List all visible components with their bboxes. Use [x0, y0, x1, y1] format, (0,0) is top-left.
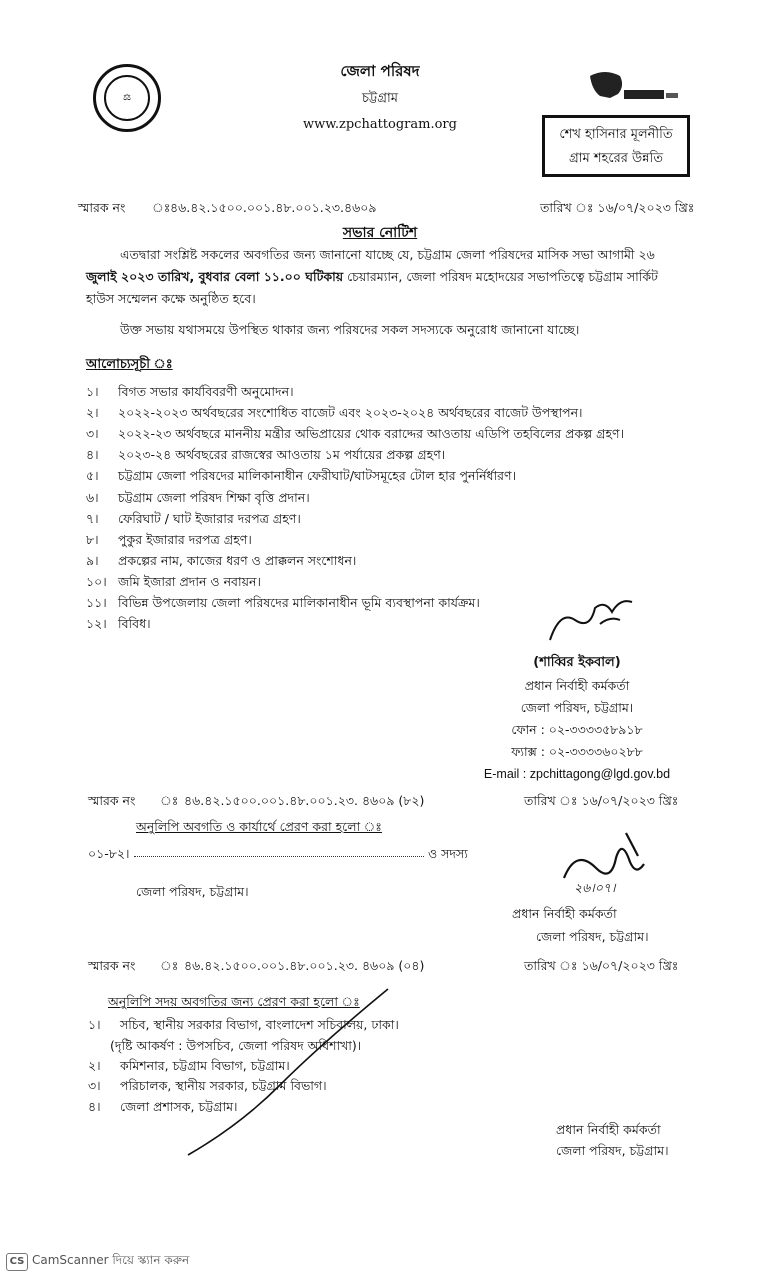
org-name: জেলা পরিষদ [340, 62, 420, 80]
memo2-copy-title: অনুলিপি অবগতি ও কার্যার্থে প্রেরণ করা হলো ঃ [136, 819, 382, 834]
slogan-line-2: গ্রাম শহরের উন্নতি [568, 151, 664, 166]
memo1-label: স্মারক নং [78, 200, 126, 215]
agenda-item-text: পুকুর ইজারার দরপত্র গ্রহণ। [118, 532, 252, 547]
agenda-item-text: জমি ইজারা প্রদান ও নবায়ন। [118, 574, 261, 589]
seal-emblem-icon: ⚖ [104, 75, 150, 121]
notice-paragraph-2: উক্ত সভায় যথাসময়ে উপস্থিত থাকার জন্য পরিষদের সকল সদস্যকে অনুরোধ জানানো যাচ্ছে। [120, 322, 580, 337]
memo1-number: ৪৬.৪২.১৫০০.০০১.৪৮.০০১.২৩.৪৬০৯ [170, 200, 377, 215]
memo3-sig-office: জেলা পরিষদ, চট্টগ্রাম। [556, 1143, 669, 1158]
recipient-number: ২। [88, 1058, 101, 1073]
agenda-item-text: বিগত সভার কার্যবিবরণী অনুমোদন। [118, 384, 294, 399]
memo1-sep: ঃ [152, 200, 171, 215]
recipient-number: ৪। [88, 1099, 101, 1114]
memo2-range: ০১-৮২। [88, 846, 130, 861]
agenda-item-number: ১০। [86, 574, 107, 589]
signatory-office: জেলা পরিষদ, চট্টগ্রাম। [520, 700, 634, 715]
recipient-text: সচিব, স্থানীয় সরকার বিভাগ, বাংলাদেশ সচিবালয়, ঢাকা। [120, 1017, 399, 1032]
signatory-fax: ফ্যাক্স : ০২-৩৩৩৩৬০২৮৮ [511, 744, 643, 759]
memo2-number: ৪৬.৪২.১৫০০.০০১.৪৮.০০১.২৩. ৪৬০৯ (৮২) [184, 793, 425, 808]
memo3-label: স্মারক নং [88, 958, 136, 973]
agenda-item-number: ৪। [86, 447, 99, 462]
dotted-line [134, 856, 424, 857]
memo2-sig-office: জেলা পরিষদ, চট্টগ্রাম। [536, 929, 649, 944]
memo2-sep: ঃ [160, 793, 179, 808]
agenda-title: আলোচ্যসূচী ঃ [86, 357, 173, 372]
camscanner-footer [6, 1252, 189, 1272]
para1-line1: এতদ্বারা সংশ্লিষ্ট সকলের অবগতির জন্য জানানো যাচ্ছে যে, চট্টগ্রাম জেলা পরিষদের মাসিক সভা আগামী ২৬ [120, 247, 655, 262]
notice-title: সভার নোটিশ [342, 225, 418, 241]
camscanner-text: CamScanner দিয়ে স্ক্যান করুন [32, 1253, 190, 1267]
memo3-sep: ঃ [160, 958, 179, 973]
agenda-item-number: ৫। [86, 468, 99, 483]
org-city: চট্টগ্রাম [362, 91, 398, 106]
recipient-text: কমিশনার, চট্টগ্রাম বিভাগ, চট্টগ্রাম। [120, 1058, 290, 1073]
para1-line2: চেয়ারম্যান, জেলা পরিষদ মহোদয়ের সভাপতিত্বে চট্টগ্রাম সার্কিট [343, 269, 658, 284]
memo1-date: তারিখ ঃ ১৬/০৭/২০২৩ খ্রিঃ [540, 200, 695, 215]
agenda-item-number: ৩। [86, 426, 99, 441]
agenda-item-number: ১১। [86, 595, 107, 610]
recipient-text: জেলা প্রশাসক, চট্টগ্রাম। [120, 1099, 238, 1114]
slogan-line-1: শেখ হাসিনার মূলনীতি [559, 127, 673, 142]
slogan-box [542, 115, 690, 177]
camscanner-logo-icon: CS [6, 1253, 28, 1271]
agenda-item-text: চট্টগ্রাম জেলা পরিষদের মালিকানাধীন ফেরীঘাট/ঘাটসমূহের টোল হার পুনর্নির্ধারণ। [118, 468, 517, 483]
memo2-office: জেলা পরিষদ, চট্টগ্রাম। [136, 884, 249, 899]
signatory-name: (শাব্বির ইকবাল) [533, 655, 621, 670]
memo3-copy-title: অনুলিপি সদয় অবগতির জন্য প্রেরণ করা হলো ঃ [108, 994, 360, 1009]
memo3-number: ৪৬.৪২.১৫০০.০০১.৪৮.০০১.২৩. ৪৬০৯ (০৪) [184, 958, 425, 973]
agenda-item-number: ৮। [86, 532, 99, 547]
agenda-item-number: ১২। [86, 616, 107, 631]
memo3-date: তারিখ ঃ ১৬/০৭/২০২৩ খ্রিঃ [524, 958, 679, 973]
agenda-item-text: প্রকল্পের নাম, কাজের ধরণ ও প্রাক্কলন সংশোধন। [118, 553, 357, 568]
meeting-datetime: জুলাই ২০২৩ তারিখ, বুধবার বেলা ১১.০০ ঘটিকায় [86, 269, 344, 284]
agenda-item-text: ফেরিঘাট / ঘাট ইজারার দরপত্র গ্রহণ। [118, 511, 301, 526]
agenda-item-text: বিবিধ। [118, 616, 151, 631]
recipient-text: (দৃষ্টি আকর্ষণ : উপসচিব, জেলা পরিষদ অধিশাখা)। [110, 1038, 362, 1053]
recipient-text: পরিচালক, স্থানীয় সরকার, চট্টগ্রাম বিভাগ। [120, 1078, 327, 1093]
agenda-item-number: ৭। [86, 511, 99, 526]
handwritten-signature-1 [540, 590, 640, 650]
memo2-label: স্মারক নং [88, 793, 136, 808]
memo2-member: ও সদস্য [428, 846, 468, 861]
memo2-date: তারিখ ঃ ১৬/০৭/২০২৩ খ্রিঃ [524, 793, 679, 808]
signatory-phone: ফোন : ০২-৩৩৩৩৫৮৯১৮ [511, 722, 643, 737]
memo2-sig-title: প্রধান নির্বাহী কর্মকর্তা [512, 906, 617, 921]
signatory-title: প্রধান নির্বাহী কর্মকর্তা [524, 678, 630, 693]
memo2-sig-date: ২৬।০৭। [574, 880, 616, 895]
leader-portrait-logo [580, 68, 680, 108]
agenda-item-text: ২০২৩-২৪ অর্থবছরের রাজস্বের আওতায় ১ম পর্যায়ের প্রকল্প গ্রহণ। [118, 447, 446, 462]
para1-line3: হাউস সম্মেলন কক্ষে অনুষ্ঠিত হবে। [86, 291, 256, 306]
recipient-number: ১। [88, 1017, 101, 1032]
notice-paragraph-1 [86, 244, 688, 310]
agenda-item-text: ২০২২-২৩ অর্থবছরে মাননীয় মন্ত্রীর অভিপ্রায়ের থোক বরাদ্দের আওতায় এডিপি তহবিলের প্রকল্প গ্রহণ। [118, 426, 625, 441]
recipient-number: ৩। [88, 1078, 101, 1093]
diagonal-pen-stroke [180, 985, 395, 1160]
signatory-email: E-mail : zpchittagong@lgd.gov.bd [483, 767, 671, 781]
agenda-item-number: ৯। [86, 553, 99, 568]
agenda-item-text: চট্টগ্রাম জেলা পরিষদ শিক্ষা বৃত্তি প্রদান। [118, 490, 310, 505]
agenda-item-text: ২০২২-২০২৩ অর্থবছরের সংশোধিত বাজেট এবং ২০২৩-২০২৪ অর্থবছরের বাজেট উপস্থাপন। [118, 405, 583, 420]
memo3-sig-title: প্রধান নির্বাহী কর্মকর্তা [556, 1122, 661, 1137]
agenda-item-number: ৬। [86, 490, 99, 505]
agenda-item-number: ১। [86, 384, 99, 399]
agenda-item-number: ২। [86, 405, 99, 420]
agenda-item-text: বিভিন্ন উপজেলায় জেলা পরিষদের মালিকানাধীন ভূমি ব্যবস্থাপনা কার্যক্রম। [118, 595, 480, 610]
org-website: www.zpchattogram.org [303, 117, 457, 132]
